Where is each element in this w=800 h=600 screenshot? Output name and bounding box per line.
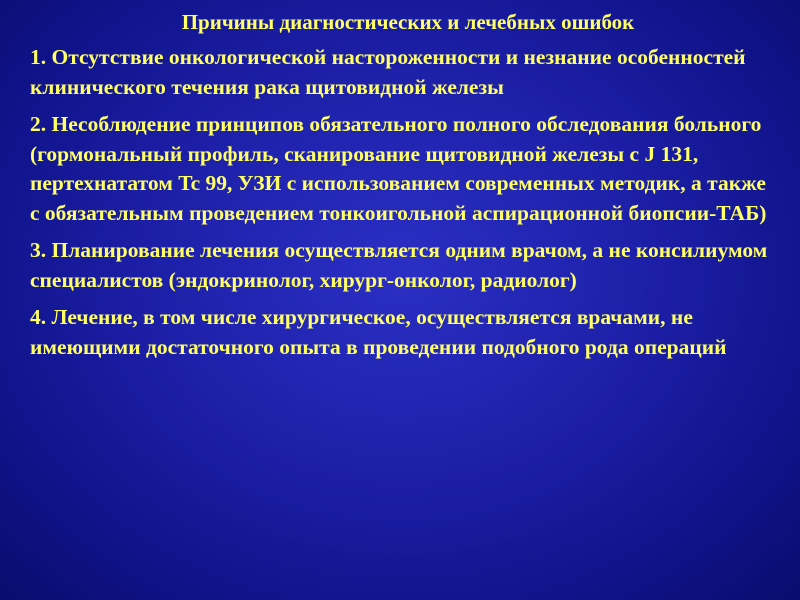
list-item-1: 1. Отсутствие онкологической настороженности и незнание особенностей клинического течения рака щитовидной железы	[30, 45, 746, 99]
list-item-3: 3. Планирование лечения осуществляется одним врачом, а не консилиумом специалистов (эндокринолог, хирург-онколог, радиолог)	[30, 238, 768, 292]
list-item-2: 2. Несоблюдение принципов обязательного полного обследования больного (гормональный профиль, сканирование щитовидной железы с J 131, пертехнататом Tc 99, УЗИ с использованием современных методик, а также с обязательным проведением тонкоигольной аспирационной биопсии-ТАБ)	[30, 112, 767, 225]
list-item-4: 4. Лечение, в том числе хирургическое, осуществляется врачами, не имеющими достаточного опыта в проведении подобного рода операций	[30, 305, 727, 359]
slide-title: Причины диагностических и лечебных ошибок	[181, 10, 635, 34]
